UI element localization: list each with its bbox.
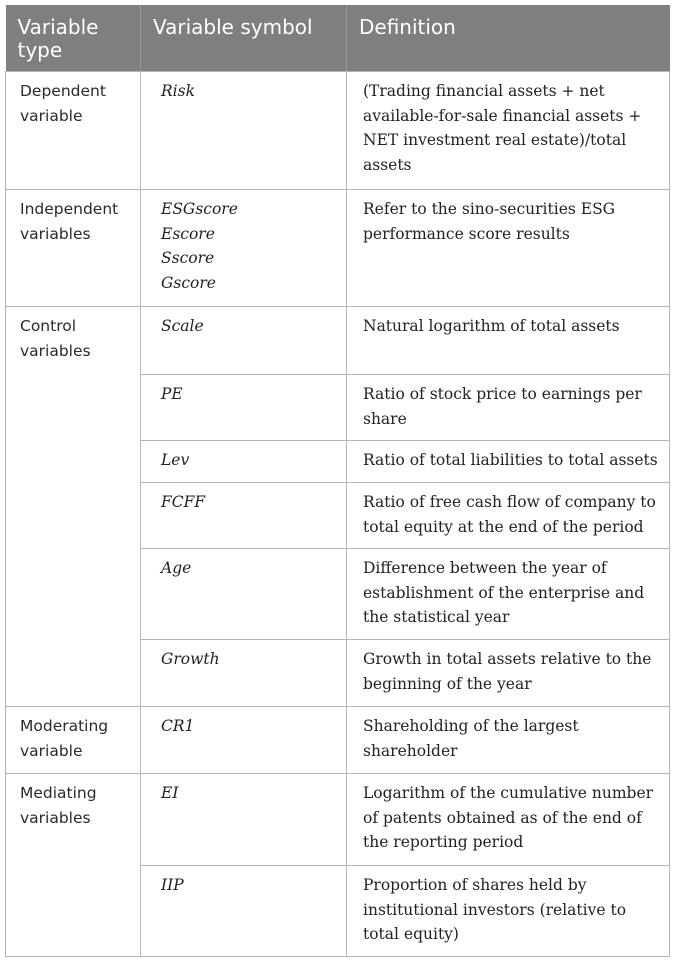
table-body [6, 72, 670, 957]
type-control: Control variables [6, 307, 141, 707]
symbol-pe: PE [141, 375, 347, 441]
symbol-gscore: Gscore [161, 273, 216, 292]
symbol-esg [141, 190, 347, 307]
definition-growth: Growth in total assets relative to the beginning of the year [347, 640, 670, 707]
symbol-scale: Scale [141, 307, 347, 375]
definition-pe: Ratio of stock price to earnings per share [347, 375, 670, 441]
header-variable-type: Variable type [6, 5, 141, 72]
type-moderating: Moderating variable [6, 707, 141, 774]
type-dependent: Dependent variable [6, 72, 141, 190]
table-row [6, 707, 670, 774]
symbol-growth: Growth [141, 640, 347, 707]
definition-fcff: Ratio of free cash flow of company to total equity at the end of the period [347, 483, 670, 549]
symbol-sscore: Sscore [161, 249, 215, 267]
symbol-cr1: CR1 [141, 707, 347, 774]
header-row [6, 5, 670, 72]
definition-iip: Proportion of shares held by institutional investors (relative to total equity) [347, 866, 670, 957]
definition-esg: Refer to the sino-securities ESG performance score results [347, 190, 670, 307]
symbol-escore: Escore [161, 224, 215, 243]
definition-ei: Logarithm of the cumulative number of patents obtained as of the end of the reporting period [347, 774, 670, 866]
variables-table-container [5, 5, 669, 957]
header-variable-symbol: Variable symbol [141, 5, 347, 72]
symbol-risk: Risk [141, 72, 347, 190]
table-row [6, 774, 670, 866]
variables-table [5, 5, 670, 957]
symbol-lev: Lev [141, 441, 347, 483]
symbol-esgscore: ESGscore [161, 200, 238, 218]
definition-age: Difference between the year of establishment of the enterprise and the statistical year [347, 549, 670, 640]
table-row [6, 307, 670, 375]
symbol-age: Age [141, 549, 347, 640]
table-header [6, 5, 670, 72]
definition-lev: Ratio of total liabilities to total assets [347, 441, 670, 483]
table-row [6, 72, 670, 190]
header-definition: Definition [347, 5, 670, 72]
definition-scale: Natural logarithm of total assets [347, 307, 670, 375]
symbol-ei: EI [141, 774, 347, 866]
definition-cr1: Shareholding of the largest shareholder [347, 707, 670, 774]
type-independent: Independent variables [6, 190, 141, 307]
symbol-iip: IIP [141, 866, 347, 957]
symbol-fcff: FCFF [141, 483, 347, 549]
definition-risk: (Trading financial assets + net available-for-sale financial assets + NET investment real estate)/total assets [347, 72, 670, 190]
table-row [6, 190, 670, 307]
type-mediating: Mediating variables [6, 774, 141, 957]
